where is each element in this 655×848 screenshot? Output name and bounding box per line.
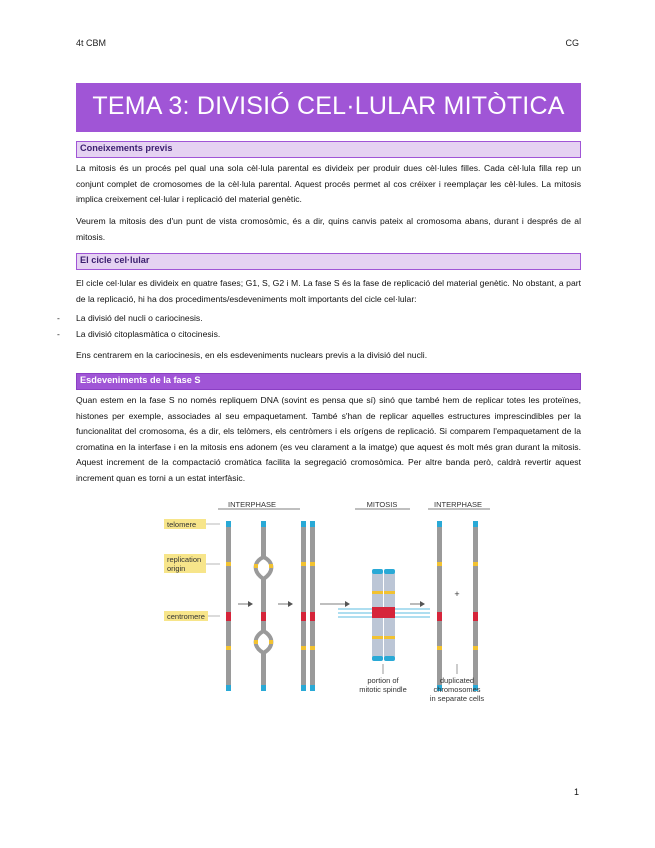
dup-caption-2: chromosomes: [433, 685, 481, 694]
chromosome-replication-figure: [160, 499, 500, 714]
dup-caption-1: duplicated: [439, 676, 475, 685]
plus-sign: +: [454, 589, 460, 599]
dup-caption-3: in separate cells: [429, 694, 485, 703]
origin-label: origin: [167, 564, 186, 573]
paragraph-2: Veurem la mitosis des d'un punt de vista cromosòmic, és a dir, quins canvis pateix al cromosoma abans, durant i després de al mitosis.: [76, 216, 581, 242]
heading-mitosis: MITOSIS: [366, 500, 398, 509]
chromosome-single: [226, 521, 231, 691]
section-heading-previous-label: Coneixements previs: [80, 143, 173, 153]
separated-chromosome-1: [437, 521, 442, 691]
chromosome-replicating: [254, 521, 273, 691]
section-heading-events-label: Esdeveniments de la fase S: [80, 375, 201, 385]
heading-interphase-left: INTERPHASE: [228, 500, 276, 509]
spindle-caption-1: portion of: [367, 676, 399, 685]
bullet-dash-2: -: [57, 329, 60, 339]
section-heading-events: [76, 373, 581, 390]
title-banner: [76, 83, 581, 132]
paragraph-3: El cicle cel·lular es divideix en quatre fases; G1, S, G2 i M. La fase S és la fase de replicació del material genètic. No obstant, a part de la replicació, hi ha dos procediments/esdeveniments molt importants del cicle cel·lular:: [76, 278, 581, 304]
section-heading-previous: [76, 141, 581, 158]
bullet-item-1: La divisió del nucli o cariocinesis.: [76, 313, 203, 323]
header-right: CG: [565, 38, 579, 48]
paragraph-5: Quan estem en la fase S no només repliquem DNA (sovint es pensa que sí) sinó que també hem de replicar totes les proteïnes, histones per exemple, associades al seu empaquetament. També s'han de replicar aquelles estructures imprescindibles per la funcionalitat del cromosoma, és a dir, els telòmers, els centròmers i els orígens de replicació. Si comparem l'empaquetament de la cromatina en la interfase i en la mitosis ens adonem (es veu clarament a la imatge) que aquest és molt més gran durant la mitosis. Aquest increment de la compactació cromàtica facilita la segregació cromosòmica. Per altre banda però, caldrà revertir aquest increment quan es torni a un estat interfàsic.: [76, 395, 581, 483]
bullet-dash-1: -: [57, 313, 60, 323]
paragraph-4: Ens centrarem en la cariocinesis, en els esdeveniments nuclears previs a la divisió del nucli.: [76, 350, 428, 360]
chromosome-duplicated-interphase: [301, 521, 315, 691]
header-left: 4t CBM: [76, 38, 107, 48]
centromere-label: centromere: [167, 612, 205, 621]
telomere-label: telomere: [167, 520, 197, 529]
page-title: TEMA 3: DIVISIÓ CEL·LULAR MITÒTICA: [92, 92, 565, 120]
paragraph-1: La mitosis és un procés pel qual una sola cèl·lula parental es divideix per produir dues cèl·lules filles. Cada cèl·lula filla rep un conjunt complet de cromosomes de la cèl·lula parental. Aquest procés permet al cos créixer i reemplaçar les cèl·lules. La mitosis implica creixement cel·lular i replicació del material genètic.: [76, 163, 581, 204]
section-heading-cycle-label: El cicle cel·lular: [80, 255, 150, 265]
mitotic-chromosome: [338, 569, 430, 661]
page-number: 1: [573, 787, 579, 797]
separated-chromosome-2: [473, 521, 478, 691]
bullet-item-2: La divisió citoplasmàtica o citocinesis.: [76, 329, 221, 339]
spindle-caption-2: mitotic spindle: [359, 685, 407, 694]
section-heading-cycle: [76, 253, 581, 270]
heading-interphase-right: INTERPHASE: [434, 500, 482, 509]
replication-label: replication: [167, 555, 202, 564]
